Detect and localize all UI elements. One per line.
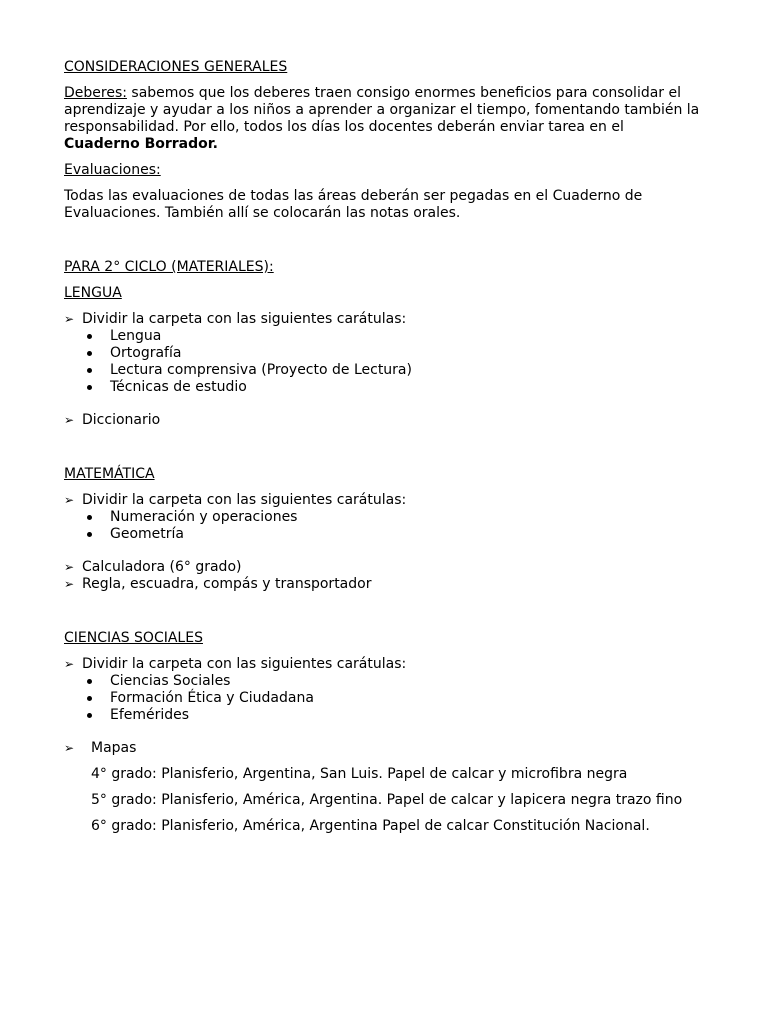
arrowhead-bullet-icon: ➢ [64,413,75,427]
arrowhead-bullet-icon: ➢ [64,560,75,574]
round-bullet-icon [87,713,92,718]
list-item-text: Lengua [110,328,162,344]
list-item-text: Geometría [110,526,184,542]
list-item-text: Efemérides [110,707,190,723]
evaluaciones-label: Evaluaciones: [64,162,161,178]
matematica-extra-text: Regla, escuadra, compás y transportador [82,576,372,592]
round-bullet-icon [87,368,92,373]
sociales-title: CIENCIAS SOCIALES [64,630,203,646]
grado-line: 5° grado: Planisferio, América, Argentina. Papel de calcar y lapicera negra trazo fino [91,792,683,808]
round-bullet-icon [87,696,92,701]
matematica-divide-item [64,492,704,509]
lengua-divide-item [64,311,704,328]
matematica-caratulas-list [64,509,704,543]
list-item [85,526,704,543]
list-item [85,509,704,526]
round-bullet-icon [87,385,92,390]
sociales-mapas-item [64,740,704,757]
list-item-text: Técnicas de estudio [110,379,247,395]
matematica-divide-text: Dividir la carpeta con las siguientes carátulas: [82,492,407,508]
list-item [85,345,704,362]
list-item [85,673,704,690]
lengua-extra-item [64,412,704,429]
round-bullet-icon [87,679,92,684]
list-item [85,328,704,345]
matematica-extra-item [64,559,704,576]
lengua-divide-text: Dividir la carpeta con las siguientes carátulas: [82,311,407,327]
general-title: CONSIDERACIONES GENERALES [64,59,288,75]
sociales-divide-text: Dividir la carpeta con las siguientes carátulas: [82,656,407,672]
list-item [85,707,704,724]
deberes-text: sabemos que los deberes traen consigo enormes beneficios para consolidar el aprendizaje y ayudar a los niños a aprender a organizar el tiempo, fomentando también la responsabilidad. Por ello, todos los días los docentes deberán enviar tarea en el [64,85,700,135]
arrowhead-bullet-icon: ➢ [64,493,75,507]
list-item-text: Ciencias Sociales [110,673,231,689]
arrowhead-bullet-icon: ➢ [64,741,75,755]
deberes-paragraph [64,85,704,153]
grado-line: 4° grado: Planisferio, Argentina, San Luis. Papel de calcar y microfibra negra [91,766,628,782]
sociales-divide-item [64,656,704,673]
round-bullet-icon [87,334,92,339]
document-body [64,59,704,835]
matematica-title: MATEMÁTICA [64,466,155,482]
deberes-bold: Cuaderno Borrador. [64,136,218,152]
matematica-extra-text: Calculadora (6° grado) [82,559,242,575]
list-item [85,690,704,707]
sociales-mapas-text: Mapas [91,740,137,756]
lengua-extra-text: Diccionario [82,412,161,428]
arrowhead-bullet-icon: ➢ [64,312,75,326]
list-item [85,379,704,396]
segundo-ciclo-title: PARA 2° CICLO (MATERIALES): [64,259,274,275]
arrowhead-bullet-icon: ➢ [64,657,75,671]
lengua-title: LENGUA [64,285,122,301]
grado-line: 6° grado: Planisferio, América, Argentina Papel de calcar Constitución Nacional. [91,818,650,834]
round-bullet-icon [87,351,92,356]
arrowhead-bullet-icon: ➢ [64,577,75,591]
round-bullet-icon [87,515,92,520]
list-item-text: Lectura comprensiva (Proyecto de Lectura) [110,362,412,378]
list-item [85,362,704,379]
list-item-text: Numeración y operaciones [110,509,298,525]
lengua-caratulas-list [64,328,704,396]
list-item-text: Formación Ética y Ciudadana [110,690,314,706]
sociales-caratulas-list [64,673,704,724]
list-item-text: Ortografía [110,345,182,361]
round-bullet-icon [87,532,92,537]
evaluaciones-text: Todas las evaluaciones de todas las áreas deberán ser pegadas en el Cuaderno de Evaluaciones. También allí se colocarán las notas orales. [64,188,643,221]
deberes-label: Deberes: [64,85,127,101]
matematica-extra-item [64,576,704,593]
